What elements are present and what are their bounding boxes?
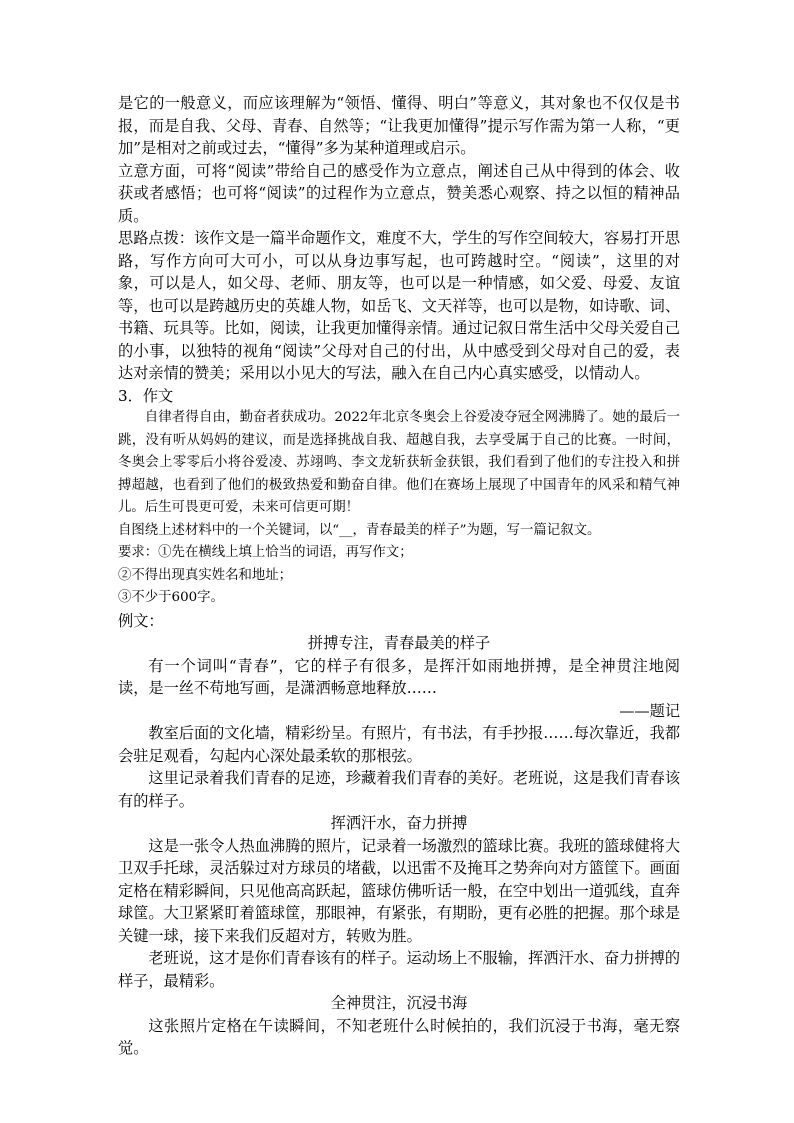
- subheading-2: 全神贯注，沉浸书海: [330, 994, 468, 1012]
- example-label: 例文：: [118, 611, 164, 630]
- essay-paragraph-4: 这是一张令人热血沸腾的照片，记录着一场激烈的篮球比赛。我班的篮球健将大卫双手托球，灵活躲过对方球员的堵截，以迅雷不及掩耳之势奔向对方篮筐下。画面定格在精彩瞬间，只见他高高跃起，篮球仿佛听话一般，在空中划出一道弧线，直奔球筐。大卫紧紧盯着篮球筐，那眼神，有紧张，有期盼，更有必胜的把握。那个球是关键一球，接下来我们反超对方，转败为胜。: [118, 836, 680, 945]
- prompt-paragraph: 自图绕上述材料中的一个关键词，以“__，青春最美的样子”为题，写一篇记叙文。: [118, 522, 601, 538]
- essay-paragraph-1: 有一个词叫“青春”，它的样子有很多，是挥汗如雨地拼搏，是全神贯注地阅读，是一丝不苟地写画，是潇洒畅意地释放……: [118, 656, 680, 697]
- subheading-1: 挥洒汗水，奋力拼搏: [330, 814, 468, 832]
- essay-paragraph-2: 教室后面的文化墙，精彩纷呈。有照片，有书法，有手抄报……每次靠近，我都会驻足观看，勾起内心深处最柔软的那根弦。: [118, 724, 680, 765]
- essay-title: 拼搏专注，青春最美的样子: [307, 634, 491, 652]
- material-paragraph: 自律者得自由，勤奋者获成功。2022年北京冬奥会上谷爱凌夺冠全网沸腾了。她的最后一跳，没有听从妈妈的建议，而是选择挑战自我、超越自我，去享受属于自己的比赛。一时间，冬奥会上零零后小将谷爱凌、苏翊鸣、李文龙斩获斩金获银，我们看到了他们的专注投入和拼搏超越，也看到了他们的极致热爱和勤奋自律。他们在赛场上展现了中国青年的风采和精气神儿。后生可畏更可爱，未来可信更可期！: [118, 410, 680, 515]
- essay-paragraph-6: 这张照片定格在午读瞬间，不知老班什么时候拍的，我们沉浸于书海，毫无察觉。: [118, 1016, 680, 1057]
- analysis-paragraph-1: 是它的一般意义，而应该理解为“领悟、懂得、明白”等意义，其对象也不仅仅是书报，而是自我、父母、青春、自然等；“让我更加懂得”提示写作需为第一人称，“更加”是相对之前或过去，“懂得”多为某种道理或启示。: [118, 94, 680, 157]
- document-page: [118, 92, 680, 1060]
- question-heading: 3．作文: [118, 386, 174, 405]
- approach-paragraph: 思路点拨：该作文是一篇半命题作文，难度不大，学生的写作空间较大，容易打开思路，写作方向可大可小，可以从身边事写起，也可跨越时空。“阅读”，这里的对象，可以是人，如父母、老师、朋友等，也可以是一种情感，如父爱、母爱、友谊等，也可以是跨越历史的英雄人物，如岳飞、文天祥等，也可以是物，如诗歌、词、书籍、玩具等。比如，阅读，让我更加懂得亲情。通过记叙日常生活中父母关爱自己的小事，以独特的视角“阅读”父母对自己的付出，从中感受到父母对自己的爱，表达对亲情的赞美；采用以小见大的写法，融入在自己内心真实感受，以情动人。: [118, 229, 680, 382]
- requirement-3: ③不少于600字。: [118, 590, 224, 605]
- requirement-2: ②不得出现真实姓名和地址；: [118, 567, 293, 583]
- essay-paragraph-3: 这里记录着我们青春的足迹，珍藏着我们青春的美好。老班说，这是我们青春该有的样子。: [118, 769, 680, 810]
- essay-paragraph-5: 老班说，这才是你们青春该有的样子。运动场上不服输，挥洒汗水、奋力拼搏的样子，最精彩。: [118, 949, 680, 990]
- requirement-1: 要求：①先在横线上填上恰当的词语，再写作文；: [118, 545, 413, 560]
- analysis-paragraph-2: 立意方面，可将“阅读”带给自己的感受作为立意点，阐述自己从中得到的体会、收获或者感悟；也可将“阅读”的过程作为立意点，赞美悉心观察、持之以恒的精神品质。: [118, 161, 680, 225]
- epigraph-signature: ——题记: [619, 701, 680, 720]
